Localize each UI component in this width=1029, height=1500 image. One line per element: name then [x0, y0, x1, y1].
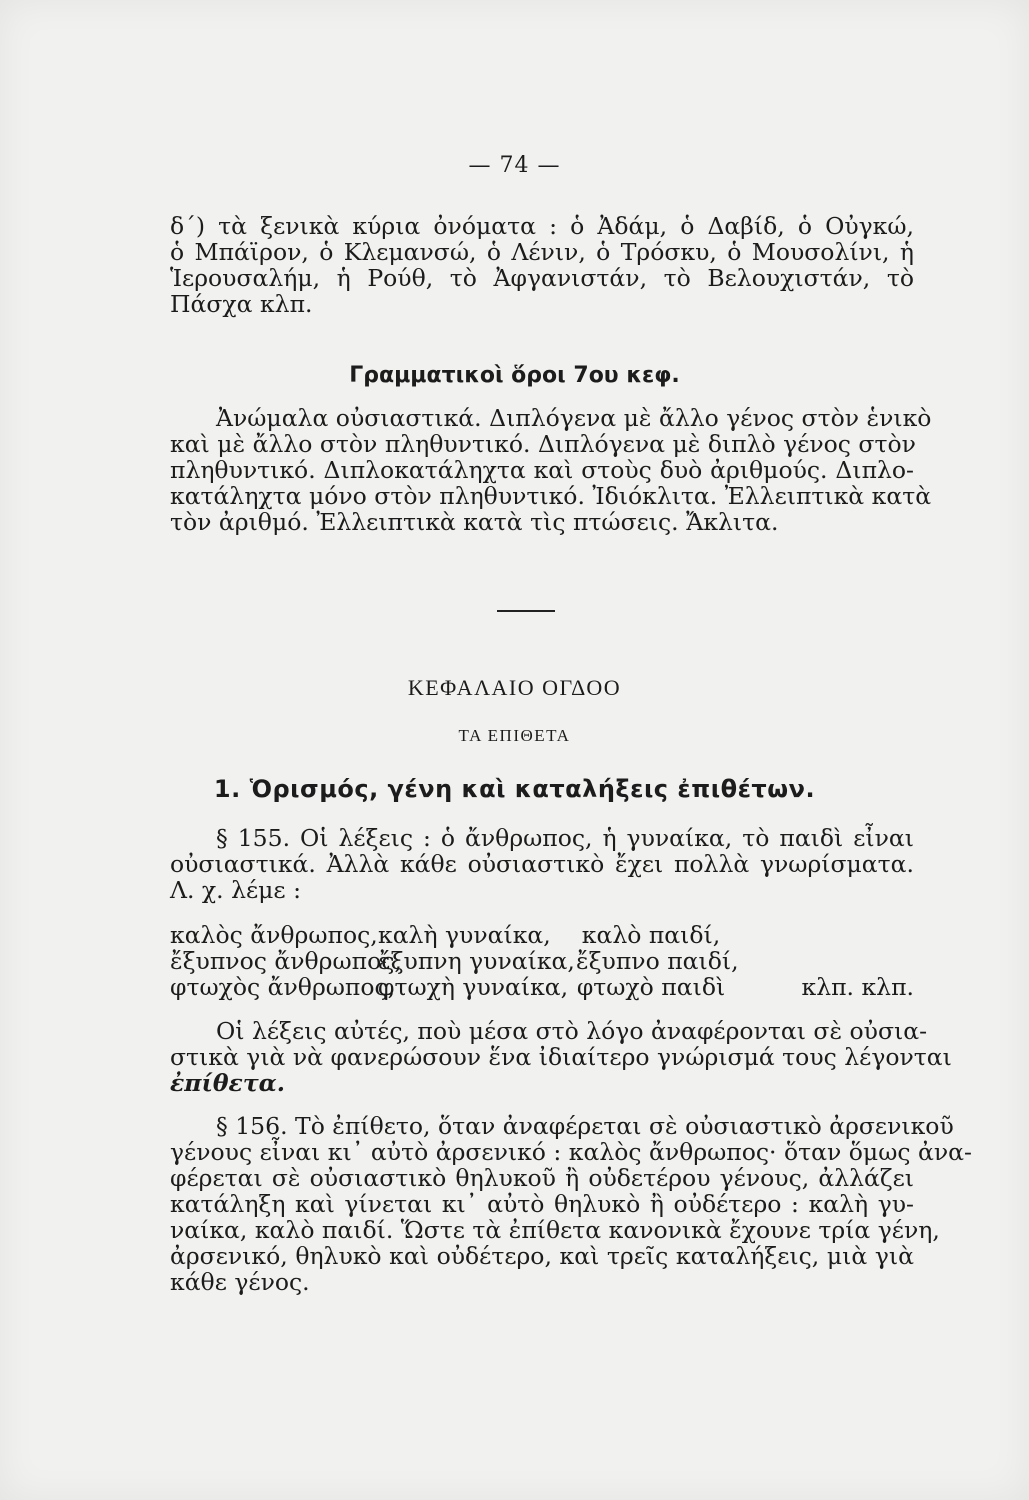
paragraph-foreign-names	[170, 213, 914, 317]
text-line: γένους εἶναι κι᾽ αὐτὸ ἀρσενικό : καλὸς ἄνθρωπος· ὅταν ὅμως ἀνα-	[170, 1138, 972, 1166]
section-heading-grammar-terms: Γραμματικοὶ ὅροι 7ου κεφ.	[349, 363, 680, 388]
subsection-heading: 1. Ὁρισμός, γένη καὶ καταλήξεις ἐπιθέτων.	[213, 775, 816, 803]
section-divider	[497, 610, 555, 612]
example-cell: φτωχὸς ἄνθρωπος,	[170, 973, 396, 1001]
example-cell: φτωχὸ παιδὶ	[576, 973, 726, 1001]
text-line: § 156. Τὸ ἐπίθετο, ὅταν ἀναφέρεται σὲ οὐσιαστικὸ ἀρσενικοῦ	[216, 1112, 954, 1140]
text-line: ἀρσενικό, θηλυκὸ καὶ οὐδέτερο, καὶ τρεῖς καταλήξεις, μιὰ γιὰ	[170, 1242, 914, 1270]
text-line: τὸν ἀριθμό. Ἐλλειπτικὰ κατὰ τὶς πτώσεις. Ἄκλιτα.	[170, 508, 779, 536]
example-row	[170, 922, 914, 948]
example-cell: καλὸ παιδί,	[581, 921, 721, 949]
paragraph-grammar-terms	[170, 404, 932, 536]
chapter-subtitle: ΤΑ ΕΠΙΘΕΤΑ	[458, 726, 571, 745]
text-line: Ἀνώμαλα οὐσιαστικά. Διπλόγενα μὲ ἄλλο γένος στὸν ἑνικὸ	[216, 404, 932, 432]
example-cell: φτωχὴ γυναίκα,	[378, 973, 569, 1001]
example-table	[170, 922, 914, 1000]
example-cell	[734, 922, 914, 948]
chapter-title: ΚΕΦΑΛΑΙΟ ΟΓΔΟΟ	[407, 675, 622, 700]
example-cell	[734, 948, 914, 974]
example-cell: ἔξυπνο παιδί,	[576, 947, 739, 975]
text-line: ὁ Μπάϊρον, ὁ Κλεμανσώ, ὁ Λένιν, ὁ Τρόσκυ, ὁ Μουσολίνι, ἡ	[170, 238, 914, 266]
paragraph-156	[170, 1112, 972, 1296]
example-cell: κλπ. κλπ.	[801, 973, 914, 1001]
example-cell: ἔξυπνος ἄνθρωπος,	[170, 947, 402, 975]
text-line: Λ. χ. λέμε :	[170, 876, 301, 904]
text-line: στικὰ γιὰ νὰ φανερώσουν ἕνα ἰδιαίτερο γνώρισμά τους λέγονται	[170, 1043, 952, 1071]
text-line: φέρεται σὲ οὐσιαστικὸ θηλυκοῦ ἢ οὐδετέρου γένους, ἀλλάζει	[170, 1164, 914, 1192]
page-number: — 74 —	[468, 153, 561, 178]
text-line: κατάληχτα μόνο στὸν πληθυντικό. Ἰδιόκλιτα. Ἐλλειπτικὰ κατὰ	[170, 482, 932, 510]
text-line: καὶ μὲ ἄλλο στὸν πληθυντικό. Διπλόγενα μὲ διπλὸ γένος στὸν	[170, 430, 916, 458]
paragraph-definition	[170, 1017, 952, 1097]
paragraph-155	[170, 825, 914, 903]
text-line: ἐπίθετα.	[170, 1069, 285, 1097]
example-row	[170, 948, 914, 974]
text-line: πληθυντικό. Διπλοκατάληχτα καὶ στοὺς δυὸ ἀριθμούς. Διπλο-	[170, 456, 914, 484]
example-row	[170, 974, 914, 1000]
example-cell: ἔξυπνη γυναίκα,	[378, 947, 575, 975]
text-line: Οἱ λέξεις αὐτές, ποὺ μέσα στὸ λόγο ἀναφέρονται σὲ οὐσια-	[216, 1017, 928, 1045]
text-line: κάθε γένος.	[170, 1268, 310, 1296]
example-cell: καλὴ γυναίκα,	[378, 921, 551, 949]
text-line: § 155. Οἱ λέξεις : ὁ ἄνθρωπος, ἡ γυναίκα, τὸ παιδὶ εἶναι	[216, 824, 914, 852]
text-line: δ΄) τὰ ξενικὰ κύρια ὀνόματα : ὁ Ἀδάμ, ὁ Δαβίδ, ὁ Οὐγκώ,	[170, 212, 914, 240]
text-line: ναίκα, καλὸ παιδί. Ὥστε τὰ ἐπίθετα κανονικὰ ἔχουνε τρία γένη,	[170, 1216, 940, 1244]
text-line: Πάσχα κλπ.	[170, 290, 313, 318]
text-line: Ἱερουσαλήμ, ἡ Ρούθ, τὸ Ἀφγανιστάν, τὸ Βελουχιστάν, τὸ	[170, 264, 914, 292]
text-line: οὐσιαστικά. Ἀλλὰ κάθε οὐσιαστικὸ ἔχει πολλὰ γνωρίσματα.	[170, 850, 914, 878]
example-cell: καλὸς ἄνθρωπος,	[170, 921, 378, 949]
text-line: κατάληξη καὶ γίνεται κι᾽ αὐτὸ θηλυκὸ ἢ οὐδέτερο : καλὴ γυ-	[170, 1190, 914, 1218]
